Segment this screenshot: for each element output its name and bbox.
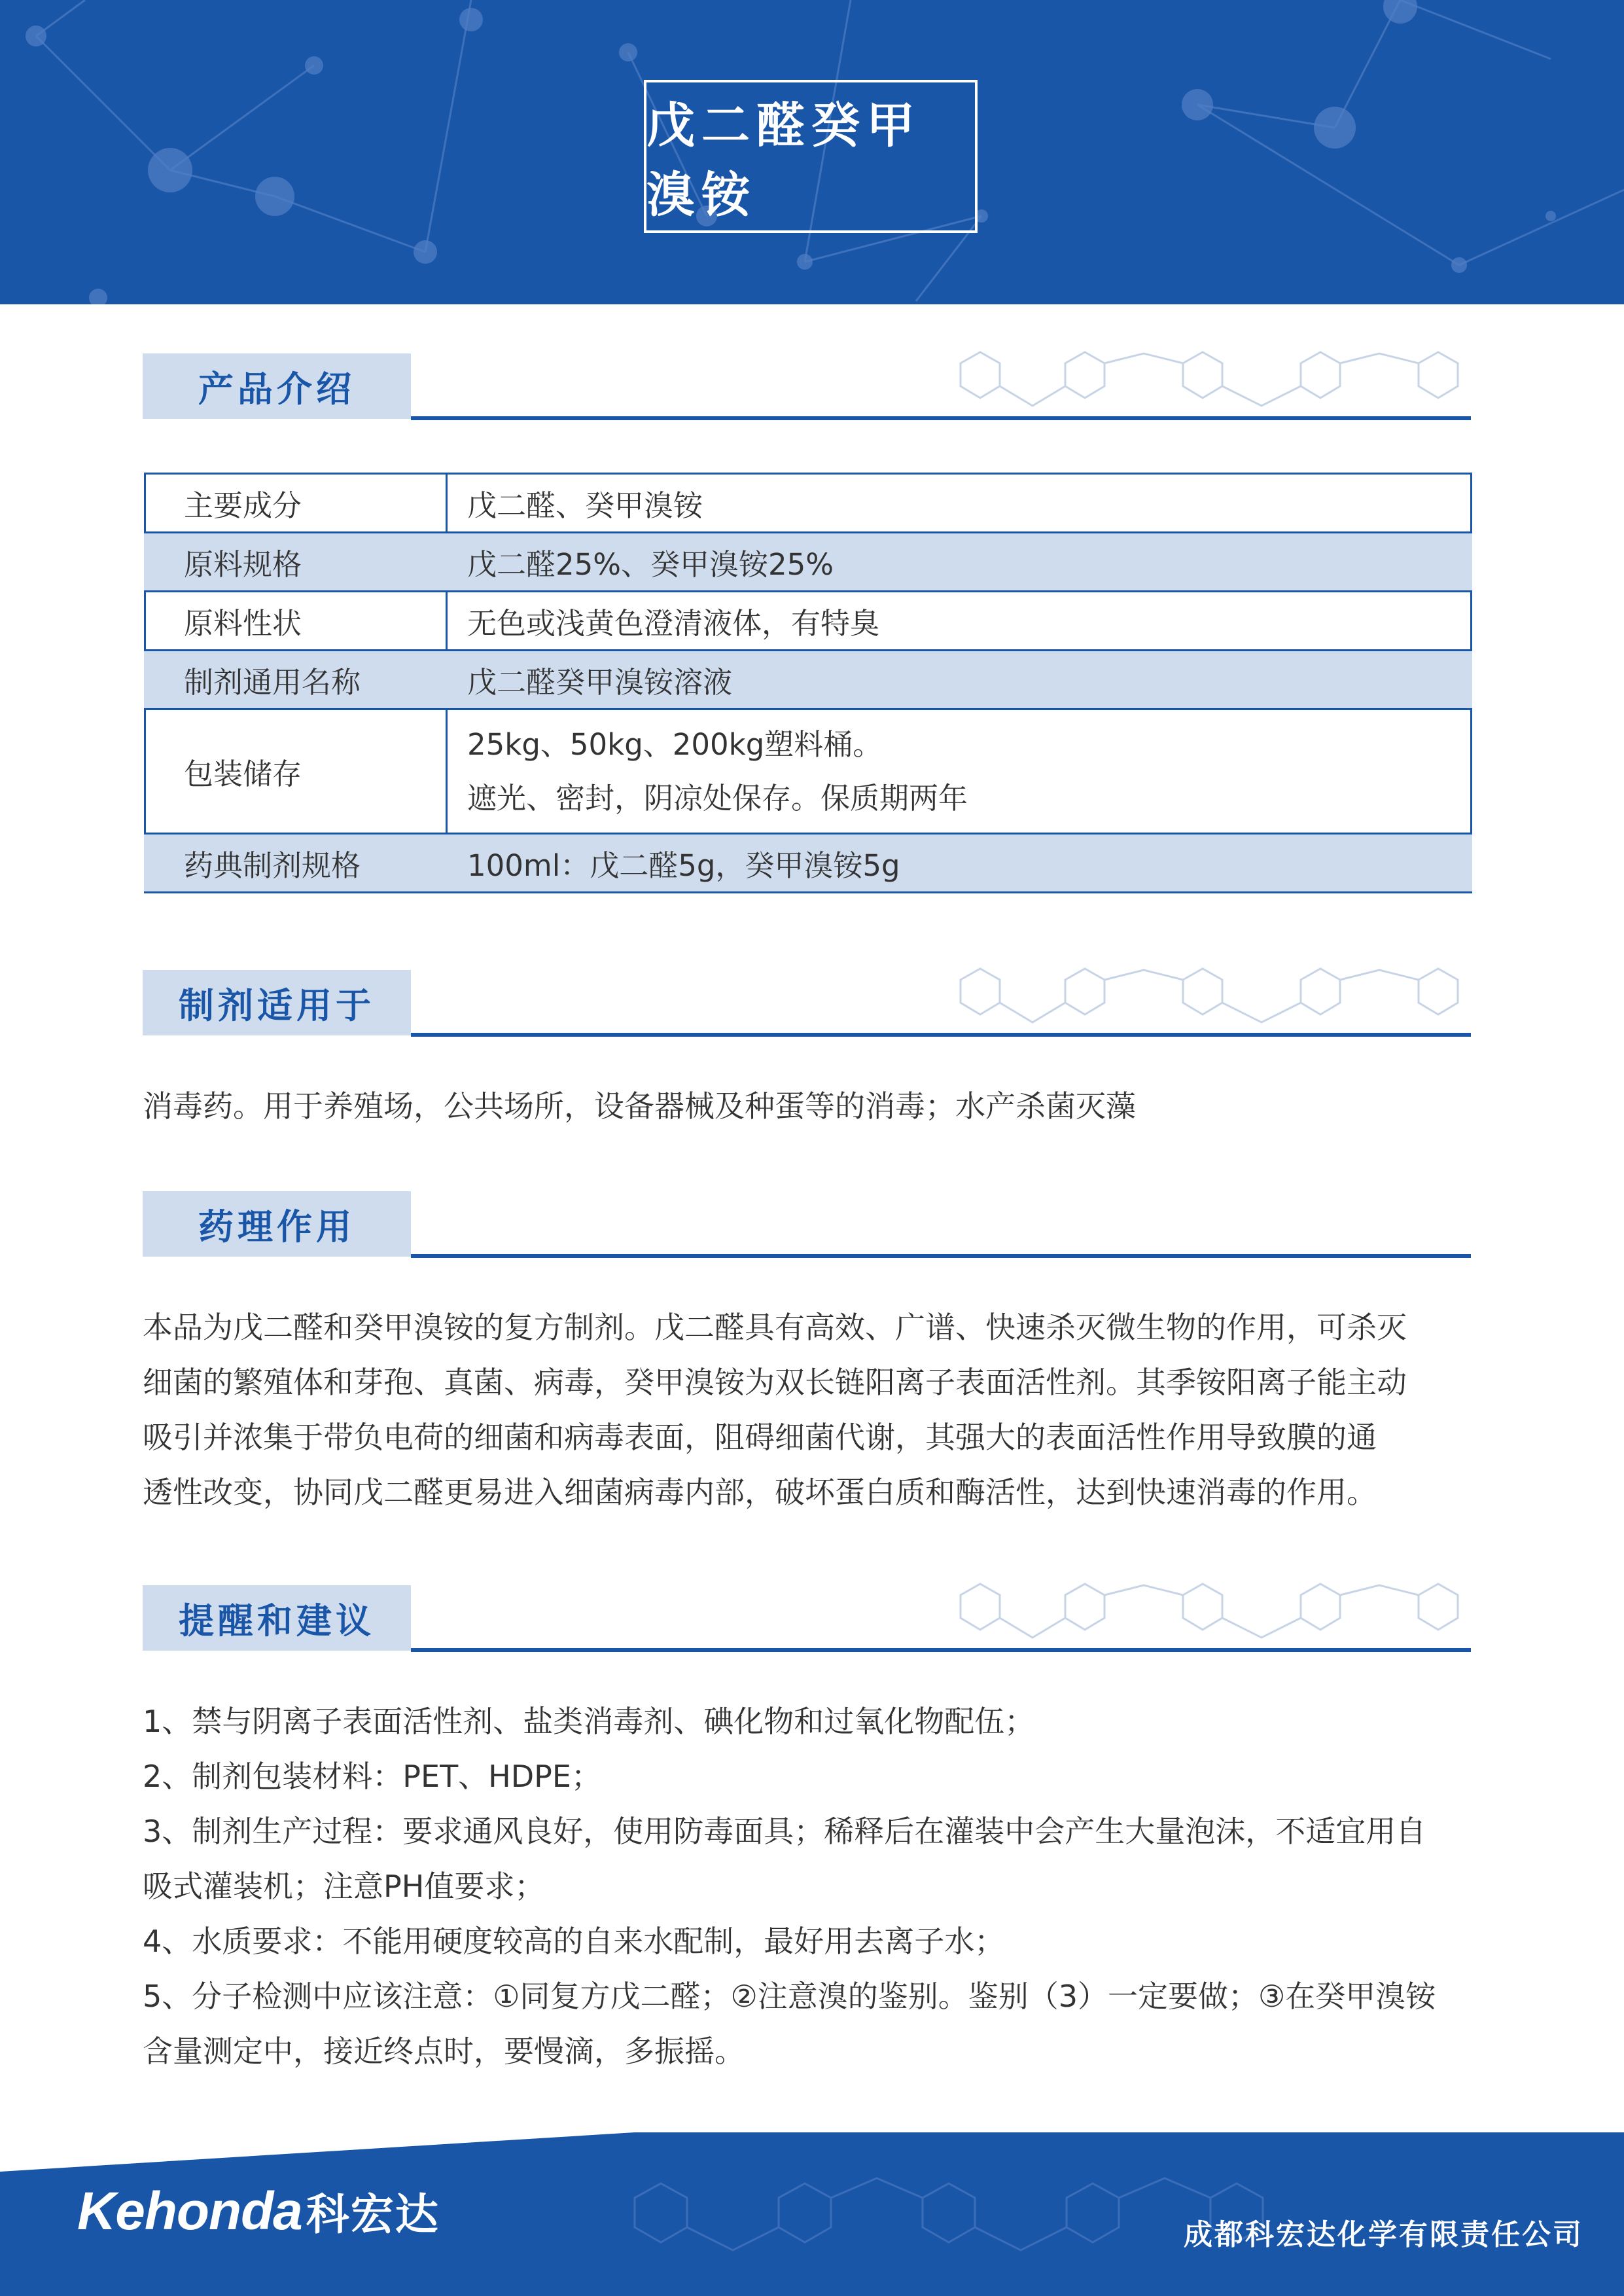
section-header-notes (143, 1585, 1471, 1653)
table-value: 戊二醛癸甲溴铵溶液 (447, 651, 1472, 709)
table-value: 戊二醛25%、癸甲溴铵25% (447, 533, 1472, 592)
product-info-table (144, 473, 1472, 893)
header-banner (0, 0, 1624, 304)
list-item: 2、制剂包装材料：PET、HDPE； (143, 1759, 601, 1794)
pharma-line: 本品为戊二醛和癸甲溴铵的复方制剂。戊二醛具有高效、广谱、快速杀灭微生物的作用，可杀灭 (143, 1310, 1407, 1345)
logo-chinese: 科宏达 (306, 2190, 440, 2238)
table-value: 100ml：戊二醛5g，癸甲溴铵5g (447, 834, 1472, 893)
list-item: 含量测定中，接近终点时，要慢滴，多振摇。 (143, 2034, 745, 2069)
pharma-line: 细菌的繁殖体和芽孢、真菌、病毒，癸甲溴铵为双长链阳离子表面活性剂。其季铵阳离子能主动 (143, 1365, 1407, 1400)
section-tab (143, 1191, 411, 1257)
table-key: 原料性状 (145, 592, 447, 651)
page-title: 戊二醛癸甲溴铵 (646, 98, 921, 223)
section-title: 提醒和建议 (179, 1600, 375, 1641)
table-key: 制剂通用名称 (145, 651, 447, 709)
section-tab (143, 1585, 411, 1651)
pharma-line: 透性改变，协同戊二醛更易进入细菌病毒内部，破坏蛋白质和酶活性，达到快速消毒的作用。 (143, 1475, 1377, 1510)
molecule-structure-icon (934, 1572, 1471, 1651)
notes-list (143, 1694, 1491, 2079)
pharma-line: 吸引并浓集于带负电荷的细菌和病毒表面，阻碍细菌代谢，其强大的表面活性作用导致膜的通 (143, 1420, 1377, 1455)
table-key: 原料规格 (145, 533, 447, 592)
molecule-structure-icon (934, 957, 1471, 1035)
section-header-pharma (143, 1191, 1471, 1259)
list-item: 4、水质要求：不能用硬度较高的自来水配制，最好用去离子水； (143, 1924, 1005, 1959)
usage-text: 消毒药。用于养殖场，公共场所，设备器械及种蛋等的消毒；水产杀菌灭藻 (143, 1088, 1136, 1124)
company-name: 成都科宏达化学有限责任公司 (1184, 2218, 1583, 2251)
footer-diagonal-cut (0, 2132, 635, 2172)
list-item: 3、制剂生产过程：要求通风良好，使用防毒面具；稀释后在灌装中会产生大量泡沫，不适宜用自 (143, 1814, 1426, 1849)
list-item: 5、分子检测中应该注意：①同复方戊二醛；②注意溴的鉴别。鉴别（3）一定要做；③在癸甲溴铵 (143, 1979, 1436, 2014)
logo-latin: Kehonda (77, 2181, 302, 2241)
section-header-intro (143, 353, 1471, 422)
section-title: 药理作用 (198, 1206, 355, 1247)
section-tab (143, 353, 411, 419)
table-row (145, 592, 1472, 651)
table-row (145, 834, 1472, 893)
table-key: 主要成分 (145, 474, 447, 533)
table-row (145, 709, 1472, 834)
table-row (145, 533, 1472, 592)
table-key: 药典制剂规格 (145, 834, 447, 893)
kehonda-logo (77, 2179, 440, 2242)
table-value: 无色或浅黄色澄清液体，有特臭 (447, 592, 1472, 651)
pharma-paragraph (143, 1300, 1491, 1520)
title-frame (644, 80, 978, 233)
section-title: 制剂适用于 (179, 984, 375, 1026)
table-value: 戊二醛、癸甲溴铵 (447, 474, 1472, 533)
list-item: 1、禁与阴离子表面活性剂、盐类消毒剂、碘化物和过氧化物配伍； (143, 1704, 1035, 1739)
list-item: 吸式灌装机；注意PH值要求； (143, 1869, 545, 1904)
section-rule (411, 1254, 1471, 1258)
molecule-structure-icon (934, 340, 1471, 419)
section-header-usage (143, 970, 1471, 1038)
table-value-line: 25kg、50kg、200kg塑料桶。 (467, 726, 883, 762)
section-title: 产品介绍 (198, 368, 355, 410)
table-row (145, 651, 1472, 709)
table-value-line: 遮光、密封，阴凉处保存。保质期两年 (467, 780, 968, 816)
table-row (145, 474, 1472, 533)
table-value (447, 709, 1472, 834)
section-tab (143, 970, 411, 1035)
table-key: 包装储存 (145, 709, 447, 834)
